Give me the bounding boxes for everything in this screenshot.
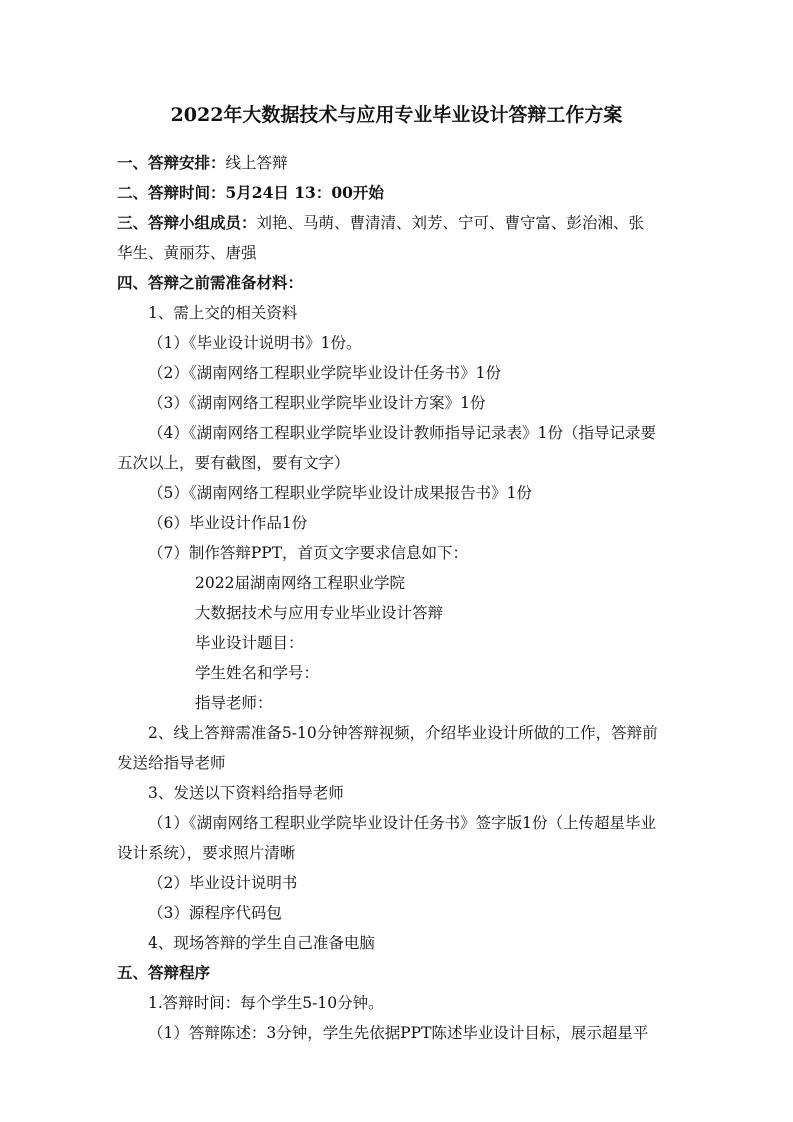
ppt-line-1: 2022届湖南网络工程职业学院 — [195, 574, 405, 592]
section-4-item-2-line2: 发送给指导老师 — [117, 754, 226, 772]
page-title: 2022年大数据技术与应用专业毕业设计答辩工作方案 — [170, 104, 623, 126]
section-3-label: 三、答辩小组成员： — [117, 213, 257, 232]
section-4-item-1: 1、需上交的相关资料 — [148, 304, 298, 322]
send-item-1-line2: 设计系统），要求照片清晰 — [117, 844, 296, 862]
ppt-line-3: 毕业设计题目： — [195, 634, 304, 652]
ppt-line-4: 学生姓名和学号： — [195, 664, 320, 682]
section-5-label: 五、答辩程序 — [117, 963, 211, 982]
material-2: （2）《湖南网络工程职业学院毕业设计任务书》1份 — [148, 364, 501, 382]
ppt-line-5: 指导老师： — [195, 694, 273, 712]
section-3-value-line1: 刘艳、马萌、曹清清、刘芳、宁可、曹守富、彭治湘、张 — [256, 214, 645, 232]
ppt-line-2: 大数据技术与应用专业毕业设计答辩 — [195, 604, 444, 622]
material-4-line1: （4）《湖南网络工程职业学院毕业设计教师指导记录表》1份（指导记录要 — [148, 424, 656, 442]
material-3: （3）《湖南网络工程职业学院毕业设计方案》1份 — [148, 394, 486, 412]
send-item-2: （2）毕业设计说明书 — [148, 874, 298, 892]
material-1: （1）《毕业设计说明书》1份。 — [148, 334, 362, 352]
section-1 — [117, 148, 288, 178]
section-1-value: 线上答辩 — [225, 154, 288, 172]
send-item-1-line1: （1）《湖南网络工程职业学院毕业设计任务书》签字版1份（上传超星毕业 — [148, 814, 656, 832]
material-7: （7）制作答辩PPT，首页文字要求信息如下： — [148, 544, 469, 562]
section-2: 二、答辩时间：5月24日 13：00开始 — [117, 183, 384, 202]
section-4-item-4: 4、现场答辩的学生自己准备电脑 — [148, 934, 375, 952]
material-6: （6）毕业设计作品1份 — [148, 514, 308, 532]
material-4-line2: 五次以上，要有截图，要有文字） — [117, 454, 350, 472]
send-item-3: （3）源程序代码包 — [148, 904, 282, 922]
material-5: （5）《湖南网络工程职业学院毕业设计成果报告书》1份 — [148, 484, 532, 502]
section-3-value-line2: 华生、黄丽芬、唐强 — [117, 244, 257, 262]
procedure-1-1: （1）答辩陈述：3分钟，学生先依据PPT陈述毕业设计目标，展示超星平 — [148, 1024, 649, 1042]
section-1-label: 一、答辩安排： — [117, 153, 226, 172]
section-4-item-3: 3、发送以下资料给指导老师 — [148, 784, 344, 802]
section-4-label: 四、答辩之前需准备材料： — [117, 273, 304, 292]
section-4-item-2-line1: 2、线上答辩需准备5-10分钟答辩视频，介绍毕业设计所做的工作，答辩前 — [148, 724, 658, 742]
procedure-1: 1.答辩时间：每个学生5-10分钟。 — [148, 994, 384, 1012]
section-3 — [117, 208, 644, 238]
